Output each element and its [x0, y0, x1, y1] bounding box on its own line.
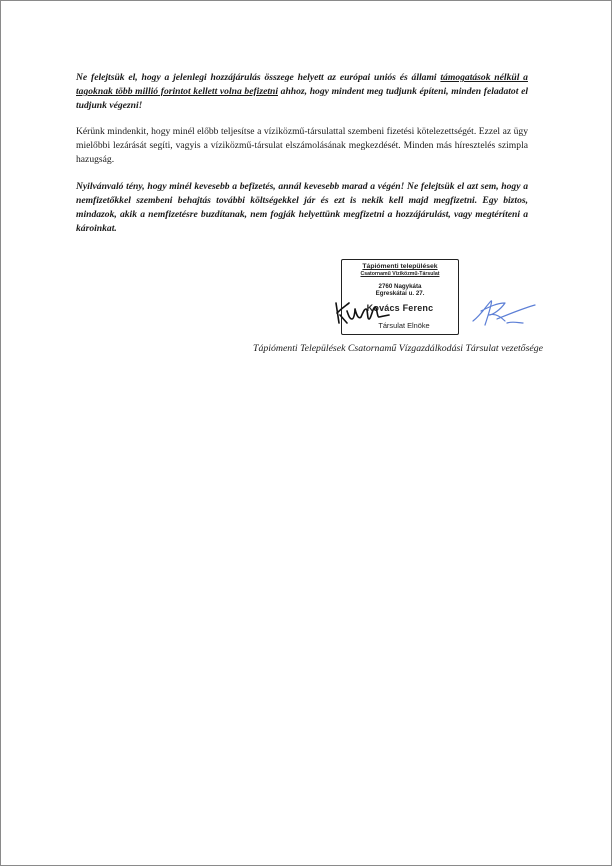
paragraph-reminder-underlined: támogatások nélkül a tagoknak több millió forintot kellett volna befizetni [76, 72, 528, 97]
paragraph-reminder-part1: Ne felejtsük el, hogy a jelenlegi hozzájárulás összege helyett az európai uniós és állami [76, 72, 441, 83]
document-body [76, 71, 528, 248]
stamp-line-5: Kovács Ferenc [366, 303, 434, 313]
stamp-caption: Társulat Elnöke [378, 321, 430, 330]
paragraph-fact: Nyilvánvaló tény, hogy minél kevesebb a befizetés, annál kevesebb marad a végén! Ne felejtsük el azt sem, hogy a nemfizetőkkel szembeni behajtás további költségekkel jár és ezt is nekik kell majd megfizetni. Egy biztos, mindazok, akik a nemfizetésre buzdítanak, nem fogják helyettünk megfizetni a hozzájárulást, vagy megtéríteni a károinkat. [76, 181, 528, 234]
paragraph-reminder [76, 71, 528, 113]
stamp-line-3: 2760 Nagykáta [378, 283, 422, 290]
stamp-line-4: Egreskátai u. 27. [375, 290, 425, 297]
handwritten-signature-president [333, 297, 393, 327]
signatory-line: Tápiómenti Települések Csatornamű Vízgazdálkodási Társulat vezetősége [253, 343, 543, 354]
paragraph-request: Kérünk mindenkit, hogy minél előbb teljesítse a víziközmű-társulattal szembeni fizetési kötelezettségét. Ezzel az ügy mielőbbi lezárását segíti, vagyis a víziközmű-társulat elszámolásának megkezdését. Minden más híresztelés szimpla hazugság. [76, 126, 528, 165]
stamp-line-1: Tápiómenti települések [362, 263, 438, 270]
handwritten-signature-blue [467, 293, 539, 333]
paragraph-reminder-part2: ahhoz, hogy mindent meg tudjunk építeni, minden feladatot el tudjunk végezni! [76, 86, 528, 111]
stamp-line-2: Csatornamű Víziközmű-Társulat [360, 271, 440, 277]
